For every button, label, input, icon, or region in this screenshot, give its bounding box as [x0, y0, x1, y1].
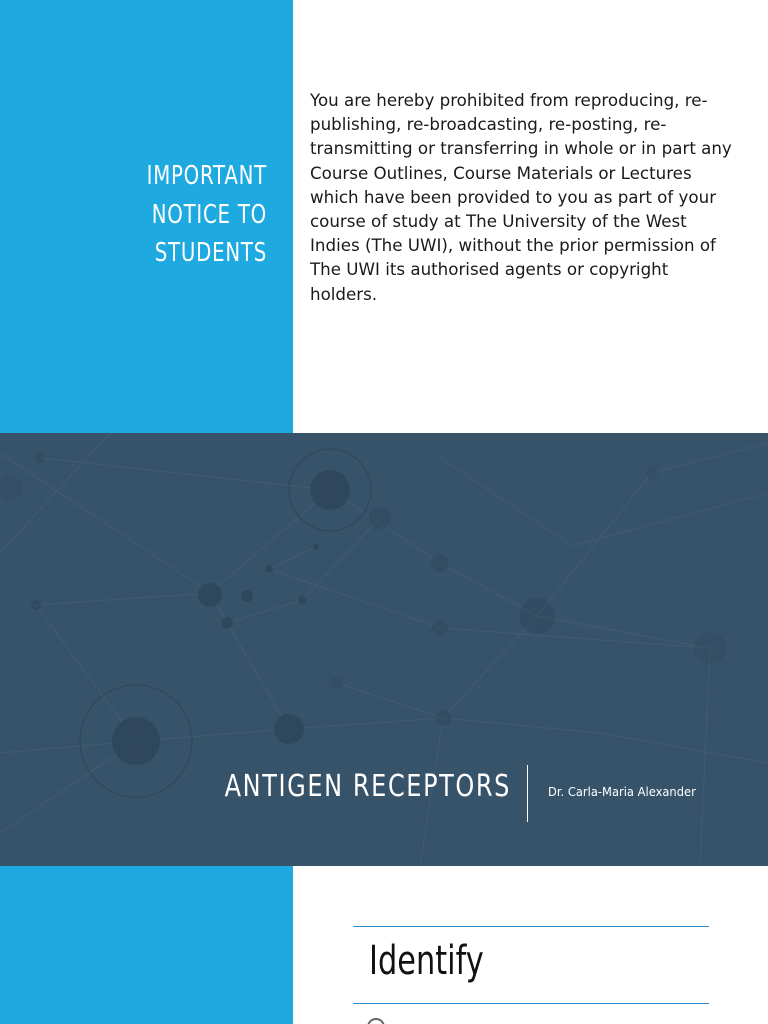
next-slide-side-panel	[0, 866, 293, 1024]
heading-bottom-rule	[353, 1003, 709, 1004]
presentation-title: ANTIGEN RECEPTORS	[224, 769, 512, 804]
title-slide	[0, 433, 768, 866]
slide-heading: Identify	[369, 938, 484, 984]
heading-top-rule	[353, 926, 709, 927]
notice-title	[85, 157, 267, 273]
notice-title-line: STUDENTS	[154, 238, 267, 268]
notice-title-line: NOTICE TO	[151, 199, 267, 230]
title-divider	[527, 765, 528, 822]
notice-title-line: IMPORTANT	[146, 161, 267, 191]
next-slide	[0, 866, 768, 1024]
notice-side-panel	[0, 0, 293, 433]
notice-slide	[0, 0, 768, 433]
notice-body-text: You are hereby prohibited from reproducing, re-publishing, re-broadcasting, re-posting, re-transmitting or transferring in whole or in part any Course Outlines, Course Materials or Lectures which have been provided to you as part of your course of study at The University of the West Indies (The UWI), without the prior permission of The UWI its authorised agents or copyright holders.	[310, 91, 732, 305]
bullet-icon	[367, 1018, 385, 1024]
author-name: Dr. Carla-Maria Alexander	[548, 784, 696, 799]
